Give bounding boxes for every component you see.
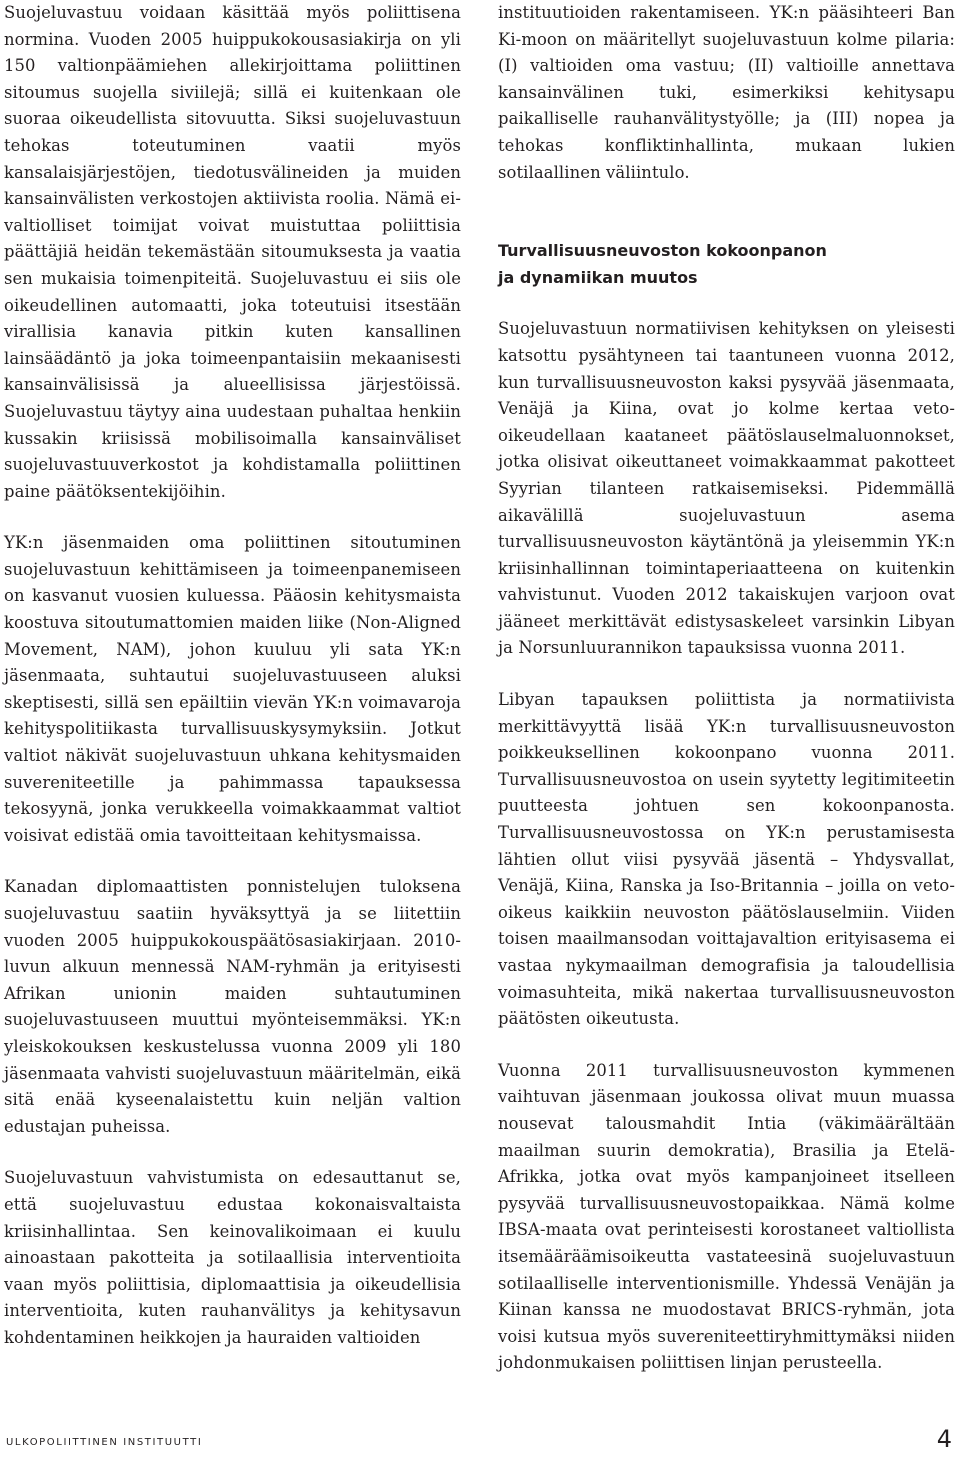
body-paragraph: Suojeluvastuu voidaan käsittää myös poliittisena normina. Vuoden 2005 huippukokousasiakirja on yli 150 valtionpäämiehen allekirjoittama poliittinen sitoumus suojella siviilejä; sillä ei kuitenkaan ole suoraa oikeudellista sitovuutta. Siksi suojeluvastuun tehokas toteutuminen vaatii myös kansalaisjärjestöjen, tiedotusvälineiden ja muiden kansainvälisten verkostojen aktiivista roolia. Nämä ei-valtiolliset toimijat voivat muistuttaa poliittisia päättäjiä heidän tekemästään sitoumuksesta ja vaatia sen mukaisia toimenpiteitä. Suojeluvastuu ei siis ole oikeudellinen automaatti, joka toteutuisi itsestään virallisia kanavia pitkin kuten kansallinen lainsäädäntö ja joka toimeenpantaisiin mekaanisesti kansainvälisissä ja alueellisissa järjestöissä. Suojeluvastuu täytyy aina uudestaan puhaltaa henkiin kussakin kriisissä mobilisoimalla kansainväliset suojeluvastuuverkostot ja kohdistamalla poliittinen paine päätöksentekijöihin. <box>4 3 461 501</box>
footer-publisher: ULKOPOLIITTINEN INSTITUUTTI <box>6 1437 203 1448</box>
left-column <box>4 0 461 1352</box>
body-paragraph: Vuonna 2011 turvallisuusneuvoston kymmenen vaihtuvan jäsenmaan joukossa olivat muun muassa nousevat talousmahdit Intia (väkimäärältään maailman suurin demokratia), Brasilia ja Etelä-Afrikka, jotka ovat myös kampanjoineet itselleen pysyvää turvallisuusneuvostopaikkaa. Nämä kolme IBSA-maata ovat perinteisesti korostaneet valtiollista itsemääräämisoikeutta vastateesinä suojeluvastuun sotilaalliselle interventionismille. Yhdessä Venäjän ja Kiinan kanssa ne muodostavat BRICS-ryhmän, jota voisi kutsua myös suvereniteettiryhmittymäksi niiden johdonmukaisen poliittisen linjan perusteella. <box>498 1060 955 1373</box>
body-paragraph: Libyan tapauksen poliittista ja normatiivista merkittävyyttä lisää YK:n turvallisuusneuvoston poikkeuksellinen kokoonpano vuonna 2011. Turvallisuusneuvostoa on usein syytetty legitimiteetin puutteesta johtuen sen kokoonpanosta. Turvallisuusneuvostossa on YK:n perustamisesta lähtien ollut viisi pysyvää jäsentä – Yhdysvallat, Venäjä, Kiina, Ranska ja Iso-Britannia – joilla on veto-oikeus kaikkiin neuvoston päätöslauselmiin. Viiden toisen maailmansodan voittajavaltion erityisasema ei vastaa nykymaailman demografisia ja taloudellisia voimasuhteita, mikä nakertaa turvallisuusneuvoston päätösten oikeutusta. <box>498 690 955 1029</box>
page-number: 4 <box>936 1425 952 1453</box>
section-heading-line-1: Turvallisuusneuvoston kokoonpanon <box>498 241 827 261</box>
section-heading-line-2: ja dynamiikan muutos <box>498 267 698 287</box>
right-column <box>498 0 955 1377</box>
body-paragraph: Suojeluvastuun normatiivisen kehityksen on yleisesti katsottu pysähtyneen tai taantuneen vuonna 2012, kun turvallisuusneuvoston kaksi pysyvää jäsenmaata, Venäjä ja Kiina, ovat jo kolme kertaa veto-oikeudellaan kaataneet päätöslauselmaluonnokset, jotka olisivat oikeuttaneet voimakkaammat pakotteet Syyrian tilanteen ratkaisemiseksi. Pidemmällä aikavälillä suojeluvastuun asema turvallisuusneuvoston käytäntönä ja yleisemmin YK:n kriisinhallinnan toimintaperiaatteena on kuitenkin vahvistunut. Vuoden 2012 takaiskujen varjoon ovat jääneet merkittävät edistysaskeleet varsinkin Libyan ja Norsunluurannikon tapauksissa vuonna 2011. <box>498 319 955 658</box>
body-paragraph: Kanadan diplomaattisten ponnistelujen tuloksena suojeluvastuu saatiin hyväksyttyä ja se liitettiin vuoden 2005 huippukokouspäätösasiakirjaan. 2010-luvun alkuun mennessä NAM-ryhmän ja erityisesti Afrikan unionin maiden suhtautuminen suojeluvastuuseen muuttui myönteisemmäksi. YK:n yleiskokouksen keskustelussa vuonna 2009 yli 180 jäsenmaata vahvisti suojeluvastuun määritelmän, eikä sitä enää kyseenalaistettu kuin neljän valtion edustajan puheissa. <box>4 877 461 1136</box>
body-paragraph: YK:n jäsenmaiden oma poliittinen sitoutuminen suojeluvastuun kehittämiseen ja toimeenpanemiseen on kasvanut vuosien kuluessa. Pääosin kehitysmaista koostuva sitoutumattomien maiden liike (Non-Aligned Movement, NAM), johon kuuluu yli sata YK:n jäsenmaata, suhtautui suojeluvastuuseen aluksi skeptisesti, sillä sen epäiltiin vievän YK:n voimavaroja kehityspolitiikasta turvallisuuskysymyksiin. Jotkut valtiot näkivät suojeluvastuun uhkana kehitysmaiden suvereniteetille ja pahimmassa tapauksessa tekosyynä, jonka verukkeella voimakkaammat valtiot voisivat edistää omia tavoitteitaan kehitysmaissa. <box>4 533 461 845</box>
section-heading <box>498 238 955 291</box>
body-paragraph: instituutioiden rakentamiseen. YK:n pääsihteeri Ban Ki-moon on määritellyt suojeluvastuun kolme pilaria: (I) valtioiden oma vastuu; (II) valtioille annettava kansainvälinen tuki, esimerkiksi kehitysapu paikalliselle rauhanvälitystyölle; ja (III) nopea ja tehokas konfliktinhallinta, mukaan lukien sotilaallinen väliintulo. <box>498 3 955 182</box>
body-paragraph: Suojeluvastuun vahvistumista on edesauttanut se, että suojeluvastuu edustaa kokonaisvaltaista kriisinhallintaa. Sen keinovalikoimaan ei kuulu ainoastaan pakotteita ja sotilaallisia interventioita vaan myös poliittisia, diplomaattisia ja oikeudellisia interventioita, kuten rauhanvälitys ja kehitysavun kohdentaminen heikkojen ja hauraiden valtioiden <box>4 1168 461 1347</box>
